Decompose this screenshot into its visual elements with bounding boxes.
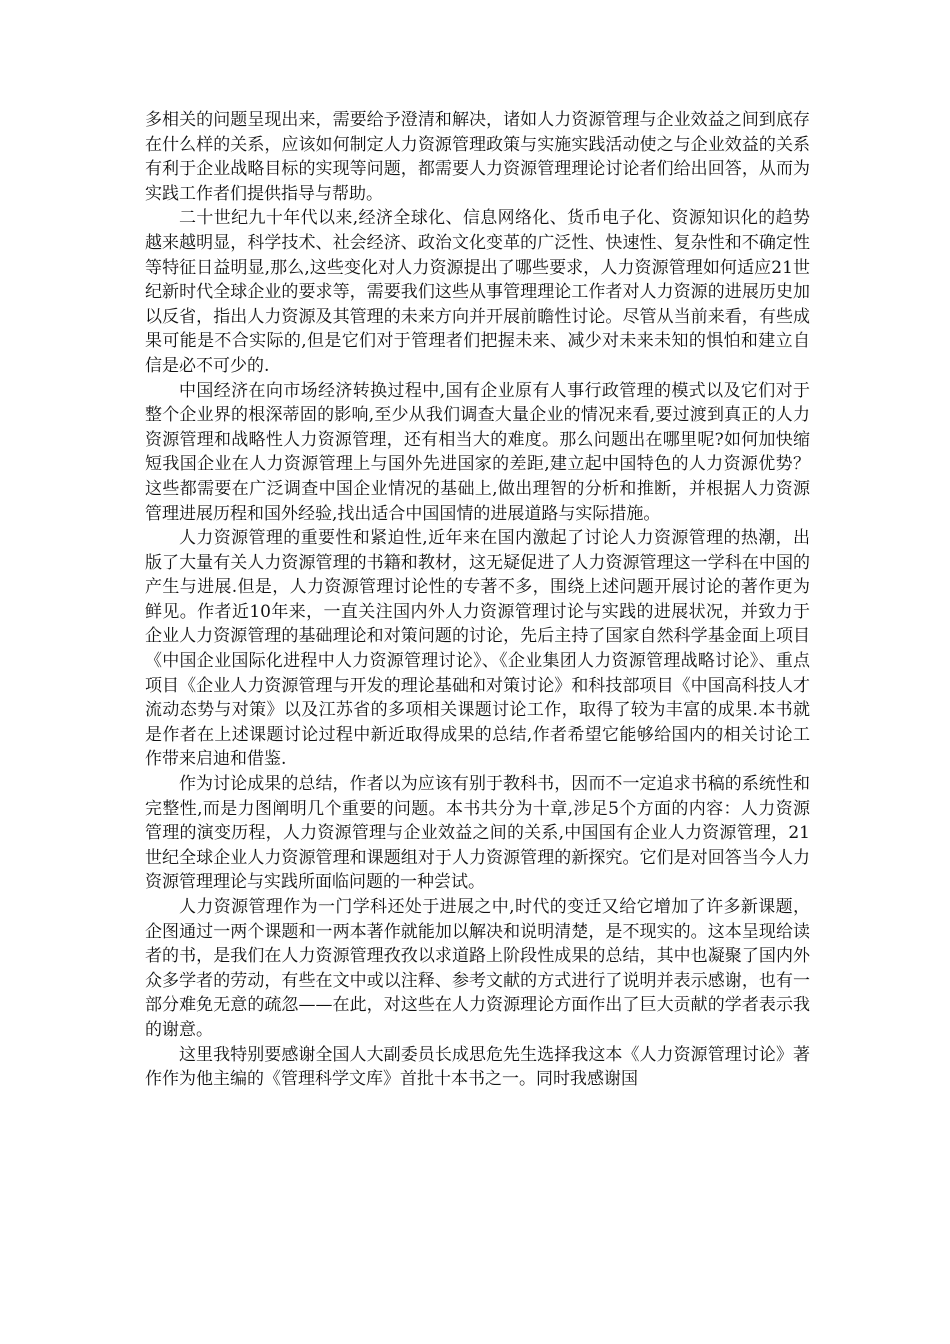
paragraph-7: 这里我特别要感谢全国人大副委员长成思危先生选择我这本《人力资源管理讨论》著作作为他主编的《管理科学文库》首批十本书之一。同时我感谢国 bbox=[145, 1044, 810, 1090]
document-body bbox=[145, 108, 810, 1092]
paragraph-1: 多相关的问题呈现出来，需要给予澄清和解决，诸如人力资源管理与企业效益之间到底存在什么样的关系，应该如何制定人力资源管理政策与实施实践活动使之与企业效益的关系有利于企业战略目标的实现等问题，都需要人力资源管理理论讨论者们给出回答，从而为实践工作者们提供指导与帮助。 bbox=[145, 110, 810, 204]
paragraph-2: 二十世纪九十年代以来,经济全球化、信息网络化、货币电子化、资源知识化的趋势越来越明显，科学技术、社会经济、政治文化变革的广泛性、快速性、复杂性和不确定性等特征日益明显,那么,这些变化对人力资源提出了哪些要求，人力资源管理如何适应21世纪新时代全球企业的要求等，需要我们这些从事管理理论工作者对人力资源的进展历史加以反省，指出人力资源及其管理的未来方向并开展前瞻性讨论。尽管从当前来看，有些成果可能是不合实际的,但是它们对于管理者们把握未来、减少对未来未知的惧怕和建立自信是必不可少的. bbox=[145, 208, 810, 376]
paragraph-5: 作为讨论成果的总结，作者以为应该有别于教科书，因而不一定追求书稿的系统性和完整性,而是力图阐明几个重要的问题。本书共分为十章,涉足5个方面的内容：人力资源管理的演变历程，人力资源管理与企业效益之间的关系,中国国有企业人力资源管理，21世纪全球企业人力资源管理和课题组对于人力资源管理的新探究。它们是对回答当今人力资源管理理论与实践所面临问题的一种尝试。 bbox=[145, 774, 810, 893]
paragraph-3: 中国经济在向市场经济转换过程中,国有企业原有人事行政管理的模式以及它们对于整个企业界的根深蒂固的影响,至少从我们调查大量企业的情况来看,要过渡到真正的人力资源管理和战略性人力资源管理，还有相当大的难度。那么问题出在哪里呢?如何加快缩短我国企业在人力资源管理上与国外先进国家的差距,建立起中国特色的人力资源优势？这些都需要在广泛调查中国企业情况的基础上,做出理智的分析和推断，并根据人力资源管理进展历程和国外经验,找出适合中国国情的进展道路与实际措施。 bbox=[145, 380, 810, 524]
paragraph-6: 人力资源管理作为一门学科还处于进展之中,时代的变迁又给它增加了许多新课题，企图通过一两个课题和一两本著作就能加以解决和说明清楚，是不现实的。这本呈现给读者的书，是我们在人力资源管理孜孜以求道路上阶段性成果的总结，其中也凝聚了国内外众多学者的劳动，有些在文中或以注释、参考文献的方式进行了说明并表示感谢，也有一部分难免无意的疏忽——在此，对这些在人力资源理论方面作出了巨大贡献的学者表示我的谢意。 bbox=[145, 897, 810, 1040]
paragraph-4: 人力资源管理的重要性和紧迫性,近年来在国内激起了讨论人力资源管理的热潮，出版了大量有关人力资源管理的书籍和教材，这无疑促进了人力资源管理这一学科在中国的产生与进展.但是，人力资源管理讨论性的专著不多，围绕上述问题开展讨论的著作更为鲜见。作者近10年来，一直关注国内外人力资源管理讨论与实践的进展状况，并致力于企业人力资源管理的基础理论和对策问题的讨论，先后主持了国家自然科学基金面上项目《中国企业国际化进程中人力资源管理讨论》、《企业集团人力资源管理战略讨论》、重点项目《企业人力资源管理与开发的理论基础和对策讨论》和科技部项目《中国高科技人才流动态势与对策》以及江苏省的多项相关课题讨论工作，取得了较为丰富的成果.本书就是作者在上述课题讨论过程中新近取得成果的总结,作者希望它能够给国内的相关讨论工作带来启迪和借鉴. bbox=[145, 528, 810, 770]
